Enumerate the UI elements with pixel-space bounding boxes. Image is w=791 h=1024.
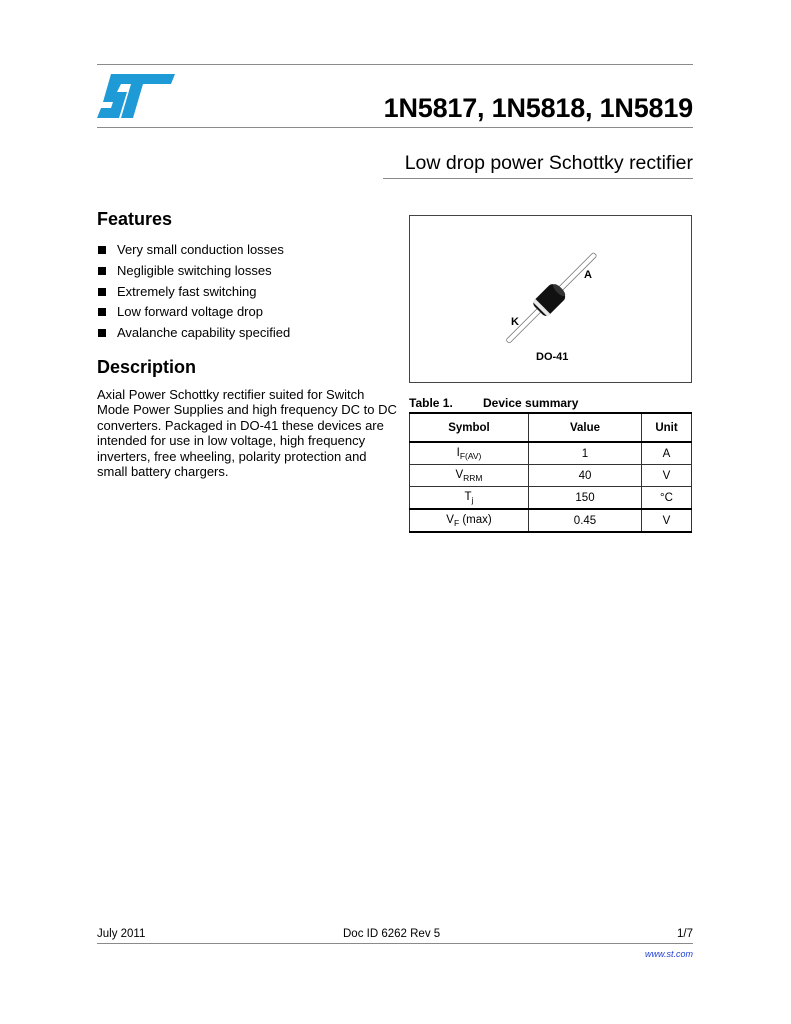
list-item [97, 323, 290, 344]
unit-cell: °C [642, 487, 692, 510]
st-logo [97, 70, 177, 122]
value-cell: 150 [529, 487, 642, 510]
table-title: Device summary [483, 396, 579, 410]
table-number: Table 1. [409, 396, 453, 410]
footer-page-number: 1/7 [677, 928, 693, 940]
value-cell: 0.45 [529, 509, 642, 532]
square-bullet-icon [98, 288, 106, 296]
st-logo-icon [97, 70, 177, 122]
features-list [97, 240, 290, 343]
feature-text: Low forward voltage drop [117, 304, 263, 320]
symbol-cell: $I_{F(AV)}$ [410, 442, 529, 465]
square-bullet-icon [98, 267, 106, 275]
value-cell: 1 [529, 442, 642, 465]
title-rule [97, 127, 693, 128]
list-item [97, 240, 290, 261]
feature-text: Avalanche capability specified [117, 325, 291, 341]
subtitle-rule [383, 178, 693, 179]
feature-text: Very small conduction losses [117, 242, 284, 258]
unit-cell: A [642, 442, 692, 465]
square-bullet-icon [98, 308, 106, 316]
footer-doc-id: Doc ID 6262 Rev 5 [343, 928, 441, 940]
table-header-row [410, 413, 692, 442]
table-row [410, 465, 692, 487]
unit-cell: V [642, 465, 692, 487]
features-heading: Features [97, 209, 173, 229]
page-subtitle: Low drop power Schottky rectifier [404, 152, 693, 174]
footer-date: July 2011 [97, 928, 146, 940]
package-figure [409, 215, 692, 383]
package-label: DO-41 [536, 351, 569, 363]
list-item [97, 281, 290, 302]
unit-cell: V [642, 509, 692, 532]
symbol-cell: $T_j$ [410, 487, 529, 510]
description-heading: Description [97, 357, 197, 377]
column-header-symbol: Symbol [410, 413, 529, 442]
anode-label: A [584, 269, 592, 281]
cathode-label: K [511, 316, 519, 328]
feature-text: Extremely fast switching [117, 283, 257, 299]
symbol-cell: $V_{RRM}$ [410, 465, 529, 487]
page-title: 1N5817, 1N5818, 1N5819 [383, 93, 693, 123]
list-item [97, 302, 290, 323]
value-cell: 40 [529, 465, 642, 487]
column-header-value: Value [529, 413, 642, 442]
column-header-unit: Unit [642, 413, 692, 442]
website-link[interactable]: www.st.com [644, 949, 693, 959]
description-text: Axial Power Schottky rectifier suited for Switch Mode Power Supplies and high frequency DC to DC converters. Packaged in DO-41 these devices are intended for use in low voltage, high frequency inverters, free wheeling, polarity protection and small battery chargers. [97, 387, 397, 480]
footer-rule [97, 943, 693, 944]
table-caption [409, 396, 578, 410]
table-row [410, 487, 692, 510]
table-row [410, 509, 692, 532]
table-row [410, 442, 692, 465]
square-bullet-icon [98, 246, 106, 254]
list-item [97, 261, 290, 282]
top-rule [97, 64, 693, 65]
square-bullet-icon [98, 329, 106, 337]
symbol-cell: $V_F$ (max) [410, 509, 529, 532]
device-summary-table [409, 412, 692, 533]
feature-text: Negligible switching losses [117, 263, 272, 279]
